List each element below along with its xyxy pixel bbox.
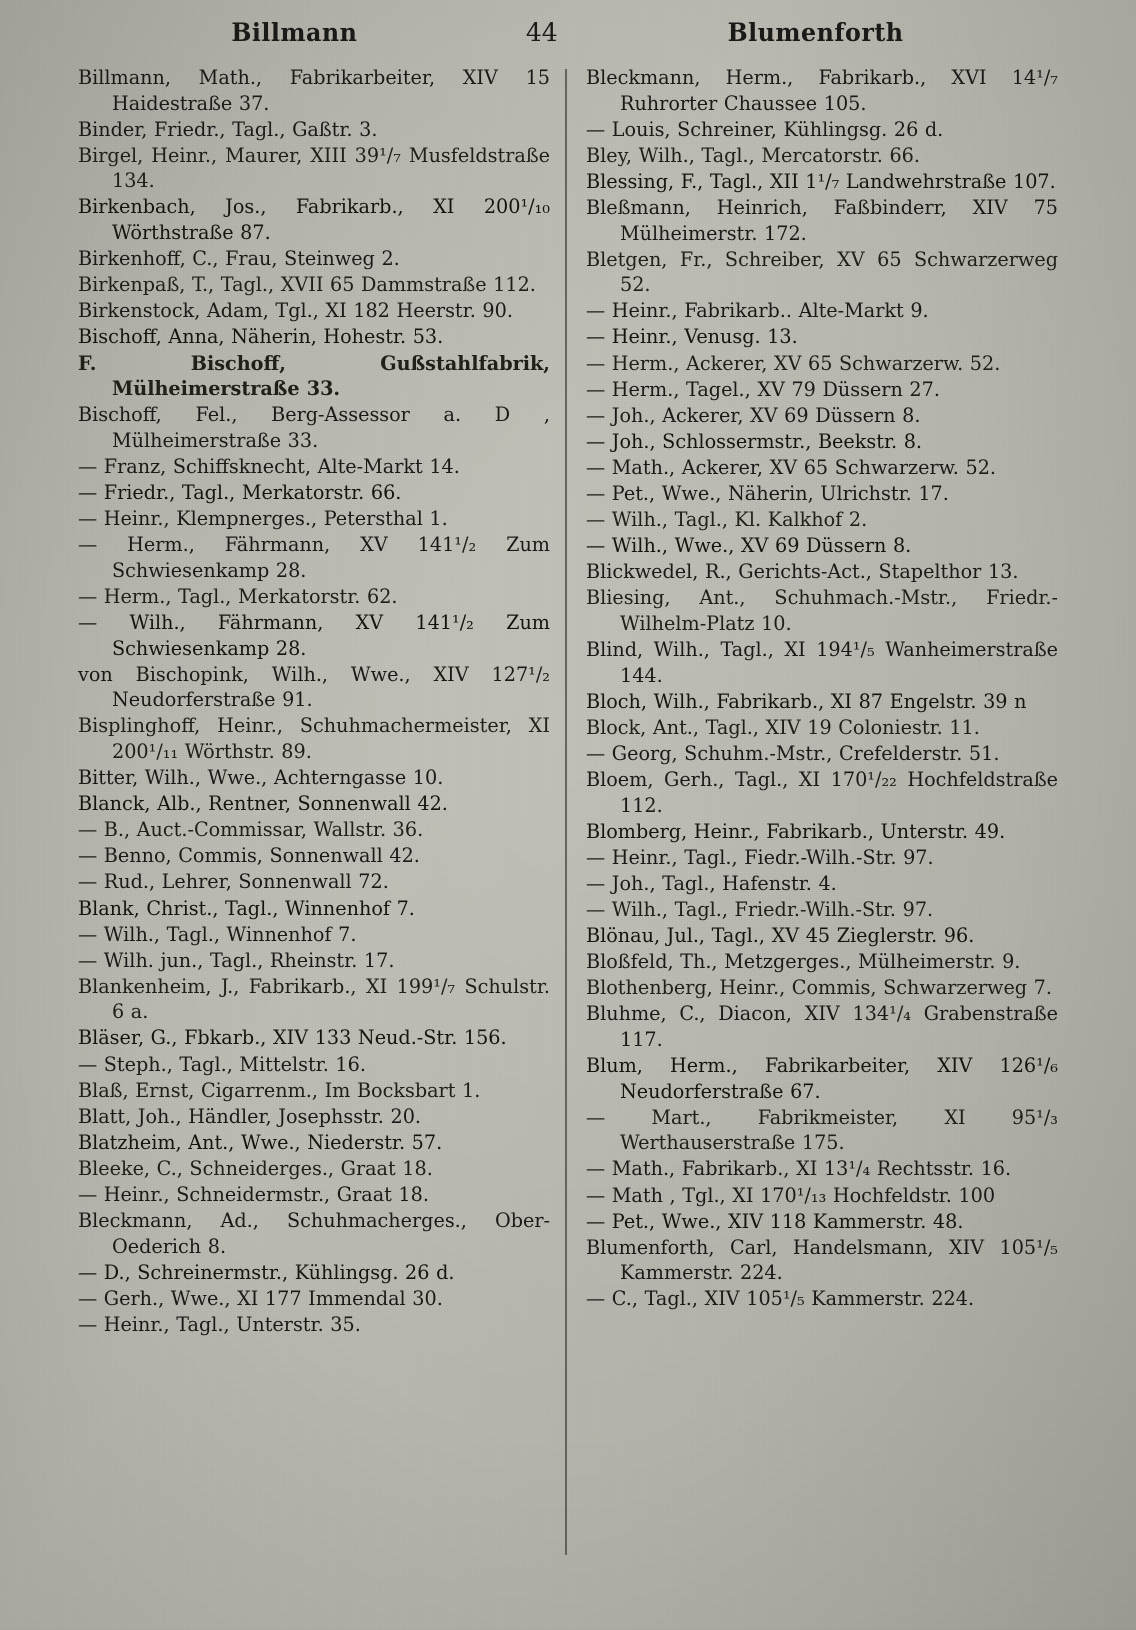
directory-entry: Birkenbach, Jos., Fabrikarb., XI 200¹/₁₀ Wörthstraße 87. bbox=[78, 195, 550, 245]
directory-entry: Blumenforth, Carl, Handelsmann, XIV 105¹/₅ Kammerstr. 224. bbox=[586, 1235, 1058, 1285]
directory-entry: — Franz, Schiffsknecht, Alte-Markt 14. bbox=[78, 454, 460, 478]
directory-entry: — D., Schreinermstr., Kühlingsg. 26 d. bbox=[78, 1260, 455, 1284]
directory-entry: Birkenhoff, C., Frau, Steinweg 2. bbox=[78, 247, 400, 271]
directory-entry: — Friedr., Tagl., Merkatorstr. 66. bbox=[78, 481, 402, 504]
directory-entry: — Heinr., Tagl., Unterstr. 35. bbox=[78, 1313, 361, 1336]
directory-entry: Bloch, Wilh., Fabrikarb., XI 87 Engelstr. 39 n bbox=[586, 689, 1027, 713]
column-left bbox=[78, 65, 564, 1555]
directory-entry: Bleckmann, Herm., Fabrikarb., XVI 14¹/₇ Ruhrorter Chaussee 105. bbox=[586, 66, 1058, 115]
directory-entry: Blankenheim, J., Fabrikarb., XI 199¹/₇ Schulstr. 6 a. bbox=[78, 974, 550, 1024]
directory-entry: Bley, Wilh., Tagl., Mercatorstr. 66. bbox=[586, 143, 920, 167]
directory-entry: — Mart., Fabrikmeister, XI 95¹/₃ Werthauserstraße 175. bbox=[586, 1105, 1058, 1155]
directory-entry: — Math., Ackerer, XV 65 Schwarzerw. 52. bbox=[586, 455, 997, 479]
running-head-right: Blumenforth bbox=[727, 18, 904, 47]
directory-entry: — Wilh., Tagl., Friedr.-Wilh.-Str. 97. bbox=[586, 898, 934, 921]
directory-entry: — Pet., Wwe., Näherin, Ulrichstr. 17. bbox=[586, 482, 949, 505]
directory-entry: Bläser, G., Fbkarb., XIV 133 Neud.-Str. 156. bbox=[78, 1026, 507, 1050]
directory-entry: — Georg, Schuhm.-Mstr., Crefelderstr. 51. bbox=[586, 741, 1000, 765]
directory-entry: — Heinr., Tagl., Fiedr.-Wilh.-Str. 97. bbox=[586, 845, 934, 869]
directory-entry: von Bischopink, Wilh., Wwe., XIV 127¹/₂ Neudorferstraße 91. bbox=[78, 662, 550, 712]
directory-entry: — Heinr., Venusg. 13. bbox=[586, 325, 798, 349]
directory-entry: — Wilh. jun., Tagl., Rheinstr. 17. bbox=[78, 948, 395, 972]
directory-entry: Bleeke, C., Schneiderges., Graat 18. bbox=[78, 1156, 433, 1180]
directory-entry: — Heinr., Klempnerges., Petersthal 1. bbox=[78, 507, 448, 531]
directory-columns bbox=[78, 65, 1058, 1555]
directory-entry: — Benno, Commis, Sonnenwall 42. bbox=[78, 844, 420, 868]
directory-entry: Block, Ant., Tagl., XIV 19 Coloniestr. 11. bbox=[586, 715, 980, 739]
directory-entry: F. Bischoff, Gußstahlfabrik, Mülheimerstraße 33. bbox=[78, 351, 550, 401]
directory-entry: Billmann, Math., Fabrikarbeiter, XIV 15 Haidestraße 37. bbox=[78, 66, 550, 115]
directory-entry: Blanck, Alb., Rentner, Sonnenwall 42. bbox=[78, 792, 448, 816]
directory-entry: Bloem, Gerh., Tagl., XI 170¹/₂₂ Hochfeldstraße 112. bbox=[586, 768, 1058, 817]
directory-entry: Blatt, Joh., Händler, Josephsstr. 20. bbox=[78, 1104, 422, 1128]
directory-entry: — Wilh., Tagl., Winnenhof 7. bbox=[78, 922, 357, 946]
page-number: 44 bbox=[525, 18, 558, 47]
directory-entry: — B., Auct.-Commissar, Wallstr. 36. bbox=[78, 818, 424, 842]
directory-entry: Bluhme, C., Diacon, XIV 134¹/₄ Grabenstraße 117. bbox=[586, 1002, 1058, 1051]
directory-entry: — Louis, Schreiner, Kühlingsg. 26 d. bbox=[586, 117, 944, 141]
directory-entry: Blessing, F., Tagl., XII 1¹/₇ Landwehrstraße 107. bbox=[586, 169, 1056, 193]
directory-entry: — Wilh., Fährmann, XV 141¹/₂ Zum Schwiesenkamp 28. bbox=[78, 610, 550, 660]
directory-entry: — Math , Tgl., XI 170¹/₁₃ Hochfeldstr. 100 bbox=[586, 1183, 996, 1207]
directory-entry: Bischoff, Fel., Berg-Assessor a. D , Mülheimerstraße 33. bbox=[78, 403, 550, 452]
directory-entry: Bleckmann, Ad., Schuhmacherges., Ober-Oederich 8. bbox=[78, 1209, 550, 1258]
directory-entry: Birgel, Heinr., Maurer, XIII 39¹/₇ Musfeldstraße 134. bbox=[78, 143, 550, 193]
directory-entry: — Pet., Wwe., XIV 118 Kammerstr. 48. bbox=[586, 1209, 964, 1233]
directory-entry: Bitter, Wilh., Wwe., Achterngasse 10. bbox=[78, 766, 444, 790]
directory-entry: Birkenpaß, T., Tagl., XVII 65 Dammstraße 112. bbox=[78, 273, 536, 297]
directory-entry: Blind, Wilh., Tagl., XI 194¹/₅ Wanheimerstraße 144. bbox=[586, 638, 1058, 687]
directory-entry: — Rud., Lehrer, Sonnenwall 72. bbox=[78, 870, 389, 894]
page-content bbox=[78, 18, 1058, 1598]
directory-entry: Bischoff, Anna, Näherin, Hohestr. 53. bbox=[78, 325, 444, 349]
directory-entry: — Herm., Fährmann, XV 141¹/₂ Zum Schwiesenkamp 28. bbox=[78, 533, 550, 582]
directory-entry: Blatzheim, Ant., Wwe., Niederstr. 57. bbox=[78, 1130, 443, 1154]
directory-entry: Blönau, Jul., Tagl., XV 45 Zieglerstr. 96. bbox=[586, 924, 975, 948]
directory-entry: — Herm., Tagl., Merkatorstr. 62. bbox=[78, 584, 398, 608]
directory-entry: Blum, Herm., Fabrikarbeiter, XIV 126¹/₆ Neudorferstraße 67. bbox=[586, 1054, 1058, 1103]
directory-entry: Blaß, Ernst, Cigarrenm., Im Bocksbart 1. bbox=[78, 1078, 481, 1102]
directory-entry: — Joh., Schlossermstr., Beekstr. 8. bbox=[586, 429, 923, 453]
directory-entry: — Joh., Ackerer, XV 69 Düssern 8. bbox=[586, 403, 921, 427]
running-head-left: Billmann bbox=[231, 18, 358, 47]
directory-entry: Bisplinghoff, Heinr., Schuhmachermeister, XI 200¹/₁₁ Wörthstr. 89. bbox=[78, 714, 550, 763]
directory-entry: — Wilh., Wwe., XV 69 Düssern 8. bbox=[586, 534, 912, 558]
directory-entry: — Joh., Tagl., Hafenstr. 4. bbox=[586, 871, 837, 895]
directory-entry: — Herm., Ackerer, XV 65 Schwarzerw. 52. bbox=[586, 351, 1001, 375]
directory-entry: — Gerh., Wwe., XI 177 Immendal 30. bbox=[78, 1286, 443, 1310]
running-head bbox=[78, 18, 1058, 47]
directory-entry: — C., Tagl., XIV 105¹/₅ Kammerstr. 224. bbox=[586, 1287, 975, 1311]
directory-entry: Birkenstock, Adam, Tgl., XI 182 Heerstr. 90. bbox=[78, 299, 513, 323]
directory-entry: Bloßfeld, Th., Metzgerges., Mülheimerstr. 9. bbox=[586, 950, 1021, 974]
directory-entry: — Wilh., Tagl., Kl. Kalkhof 2. bbox=[586, 508, 868, 532]
directory-entry: Blank, Christ., Tagl., Winnenhof 7. bbox=[78, 896, 415, 920]
directory-entry: — Math., Fabrikarb., XI 13¹/₄ Rechtsstr. 16. bbox=[586, 1157, 1012, 1181]
directory-entry: — Herm., Tagel., XV 79 Düssern 27. bbox=[586, 377, 940, 401]
directory-entry: Bleßmann, Heinrich, Faßbinderr, XIV 75 Mülheimerstr. 172. bbox=[586, 195, 1058, 245]
directory-entry: — Heinr., Fabrikarb.. Alte-Markt 9. bbox=[586, 299, 929, 323]
directory-entry: Bliesing, Ant., Schuhmach.-Mstr., Friedr.-Wilhelm-Platz 10. bbox=[586, 586, 1058, 635]
directory-entry: — Steph., Tagl., Mittelstr. 16. bbox=[78, 1052, 366, 1076]
directory-entry: Binder, Friedr., Tagl., Gaßtr. 3. bbox=[78, 117, 378, 141]
directory-entry: Blomberg, Heinr., Fabrikarb., Unterstr. 49. bbox=[586, 819, 1006, 843]
directory-entry: — Heinr., Schneidermstr., Graat 18. bbox=[78, 1183, 429, 1207]
column-right bbox=[564, 65, 1058, 1555]
column-divider bbox=[565, 69, 567, 1555]
directory-entry: Bletgen, Fr., Schreiber, XV 65 Schwarzerweg 52. bbox=[586, 247, 1058, 297]
directory-entry: Blickwedel, R., Gerichts-Act., Stapelthor 13. bbox=[586, 560, 1019, 584]
directory-entry: Blothenberg, Heinr., Commis, Schwarzerweg 7. bbox=[586, 976, 1052, 1000]
